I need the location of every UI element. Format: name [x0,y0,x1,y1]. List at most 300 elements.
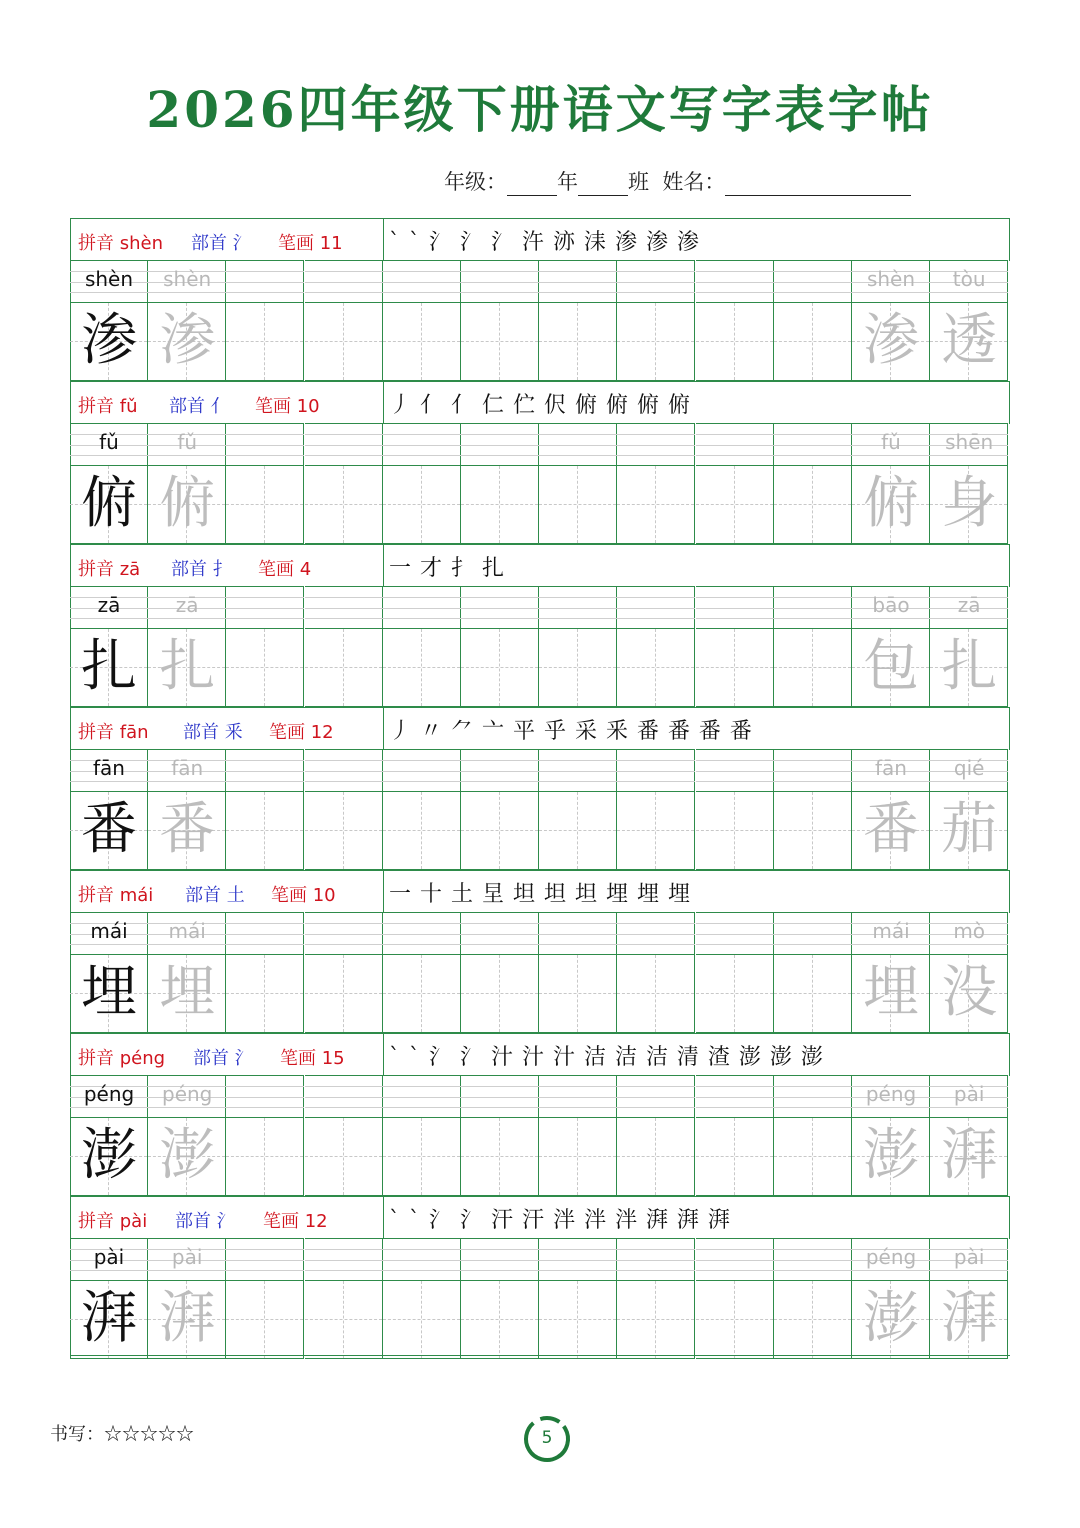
tianzige-box [305,465,383,544]
practice-cell[interactable] [70,586,148,707]
header-divider [383,382,384,424]
practice-cell[interactable] [383,912,461,1033]
pinyin-lines [383,1238,461,1280]
practice-cell[interactable] [774,912,852,1033]
practice-cell[interactable] [383,749,461,870]
word-pinyin: péng [865,1245,917,1269]
practice-cell[interactable] [148,1238,226,1359]
tianzige-box [461,954,539,1033]
grade-blank[interactable] [507,173,557,196]
pinyin-lines [696,749,774,791]
pinyin-lines [774,749,852,791]
tianzige-box [305,1117,383,1196]
stroke-count-label: 笔画 12 [269,722,334,743]
practice-cell[interactable] [461,260,539,381]
pinyin-label: 拼音 mái [78,885,154,906]
practice-cell[interactable] [383,1075,461,1196]
pinyin-lines [774,423,852,465]
practice-cell[interactable] [930,1075,1008,1196]
model-pinyin: fān [93,756,125,780]
trace-character: 埋 [159,960,216,1025]
pinyin-lines [774,1075,852,1117]
practice-cell[interactable] [617,1238,695,1359]
tianzige-box [617,465,695,544]
model-character: 埋 [81,960,137,1025]
trace-pinyin: zā [175,593,199,617]
practice-cell[interactable] [930,260,1008,381]
write-label: 书写： [50,1424,104,1445]
tianzige-box [696,302,774,381]
char-header [70,218,1010,261]
header-divider [383,1034,384,1076]
radical-label: 部首 扌 [171,559,231,580]
radical-label: 部首 氵 [191,233,251,254]
pinyin-lines [617,1075,695,1117]
pinyin-label: 拼音 fǔ [78,396,138,417]
pinyin-lines [617,260,695,302]
radical-label: 部首 氵 [175,1211,235,1232]
practice-cell[interactable] [930,586,1008,707]
char-block [70,218,1010,381]
practice-cell[interactable] [852,912,930,1033]
tianzige-box [305,954,383,1033]
practice-grid [70,1075,1010,1196]
practice-grid [70,586,1010,707]
stroke-count-label: 笔画 11 [278,233,343,254]
practice-cell[interactable] [305,1075,383,1196]
practice-cell[interactable] [305,749,383,870]
pinyin-lines [226,749,304,791]
practice-cell[interactable] [617,586,695,707]
practice-cell[interactable] [852,423,930,544]
char-header [70,544,1010,587]
practice-cell[interactable] [852,1075,930,1196]
stroke-count-label: 笔画 4 [258,559,312,580]
tianzige-box [774,1117,852,1196]
tianzige-box [696,791,774,870]
word-character: 渗 [863,308,919,373]
practice-cell[interactable] [852,586,930,707]
pinyin-lines [617,749,695,791]
pinyin-lines [305,423,383,465]
practice-cell[interactable] [696,1238,774,1359]
pinyin-lines [774,260,852,302]
pinyin-lines [461,260,539,302]
stroke-count-label: 笔画 10 [255,396,320,417]
stroke-count-label: 笔画 15 [280,1048,345,1069]
word-pinyin: péng [865,1082,917,1106]
pinyin-lines [305,1075,383,1117]
radical-label: 部首 土 [185,885,245,906]
practice-cell[interactable] [461,1238,539,1359]
tianzige-box [539,791,617,870]
pinyin-label: 拼音 péng [78,1048,166,1069]
pinyin-lines [383,423,461,465]
char-block [70,1033,1010,1196]
practice-cell[interactable] [539,260,617,381]
practice-grid [70,260,1010,381]
word-pinyin: pài [953,1082,985,1106]
word-pinyin: qié [953,756,985,780]
model-pinyin: péng [83,1082,135,1106]
header-divider [383,545,384,587]
pinyin-lines [305,260,383,302]
word-character: 包 [863,634,919,699]
word-character: 没 [941,960,998,1025]
practice-cell[interactable] [696,912,774,1033]
tianzige-box [774,1280,852,1359]
practice-cell[interactable] [696,586,774,707]
pinyin-lines [696,1238,774,1280]
practice-cell[interactable] [617,423,695,544]
pinyin-lines [383,912,461,954]
practice-cell[interactable] [539,1238,617,1359]
tianzige-box [461,628,539,707]
tianzige-box [774,465,852,544]
pinyin-lines [383,749,461,791]
char-header [70,1033,1010,1076]
practice-cell[interactable] [774,586,852,707]
rating-stars[interactable]: ☆☆☆☆☆ [104,1424,194,1445]
pinyin-lines [383,1075,461,1117]
tianzige-box [383,791,461,870]
pinyin-lines [539,260,617,302]
pinyin-lines [383,260,461,302]
practice-cell[interactable] [930,912,1008,1033]
practice-cell[interactable] [852,749,930,870]
pinyin-lines [539,1238,617,1280]
practice-grid [70,912,1010,1033]
practice-cell[interactable] [148,1075,226,1196]
trace-character: 澎 [159,1123,216,1188]
practice-cell[interactable] [539,749,617,870]
class-label: 班 [628,170,649,194]
writing-rating [50,1420,194,1446]
tianzige-box [383,302,461,381]
year-label: 年 [557,170,578,194]
name-label: 姓名： [662,170,726,194]
word-character: 湃 [941,1123,998,1188]
practice-cell[interactable] [774,423,852,544]
char-block [70,544,1010,707]
practice-cell[interactable] [305,423,383,544]
tianzige-box [539,465,617,544]
practice-cell[interactable] [226,260,304,381]
model-character: 俯 [81,471,137,536]
tianzige-box [383,1117,461,1196]
practice-cell[interactable] [852,260,930,381]
practice-cell[interactable] [539,423,617,544]
tianzige-box [696,954,774,1033]
stroke-order-sequence: 丿 亻 亻 仁 伫 伬 俯 俯 俯 俯 [389,393,691,418]
tianzige-box [461,465,539,544]
practice-cell[interactable] [696,1075,774,1196]
model-character: 湃 [81,1286,137,1351]
practice-grid [70,423,1010,544]
word-pinyin: mò [953,919,986,943]
trace-character: 湃 [159,1286,216,1351]
header-divider [383,871,384,913]
tianzige-box [226,302,304,381]
word-pinyin: pài [953,1245,985,1269]
practice-cell[interactable] [148,423,226,544]
pinyin-lines [539,912,617,954]
page-title: 2026四年级下册语文写字表字帖 [146,80,934,139]
practice-cell[interactable] [226,423,304,544]
tianzige-box [539,1280,617,1359]
tianzige-box [383,465,461,544]
tianzige-box [539,302,617,381]
practice-cell[interactable] [383,586,461,707]
trace-pinyin: fān [171,756,204,780]
pinyin-lines [696,1075,774,1117]
radical-label: 部首 釆 [183,722,243,743]
model-pinyin: fǔ [99,430,119,454]
model-character: 扎 [81,634,137,699]
practice-cell[interactable] [383,423,461,544]
practice-cell[interactable] [383,1238,461,1359]
practice-cell[interactable] [148,586,226,707]
pinyin-lines [383,586,461,628]
word-character: 澎 [863,1286,919,1351]
char-block [70,707,1010,870]
practice-cell[interactable] [70,423,148,544]
stroke-order-sequence: ` ` 氵 氵 汁 汁 汁 洁 洁 洁 清 渣 澎 澎 澎 [389,1045,824,1070]
practice-cell[interactable] [305,586,383,707]
practice-cell[interactable] [774,1238,852,1359]
pinyin-lines [226,912,304,954]
pinyin-lines [774,586,852,628]
practice-cell[interactable] [226,1238,304,1359]
practice-cell[interactable] [774,1075,852,1196]
practice-cell[interactable] [70,1075,148,1196]
char-header [70,1196,1010,1239]
tianzige-box [696,628,774,707]
practice-cell[interactable] [617,912,695,1033]
word-character: 透 [941,308,998,373]
pinyin-lines [539,586,617,628]
model-character: 番 [81,797,137,862]
stroke-order-sequence: ` ` 氵 氵 汗 汗 泮 泮 泮 湃 湃 湃 [389,1208,731,1233]
tianzige-box [226,791,304,870]
tianzige-box [617,954,695,1033]
tianzige-box [617,1280,695,1359]
tianzige-box [539,954,617,1033]
tianzige-box [305,302,383,381]
practice-cell[interactable] [461,749,539,870]
practice-grid [70,1238,1010,1359]
pinyin-label: 拼音 fān [78,722,149,743]
pinyin-lines [617,423,695,465]
tianzige-box [305,1280,383,1359]
tianzige-box [617,791,695,870]
pinyin-lines [461,749,539,791]
pinyin-lines [696,912,774,954]
tianzige-box [383,628,461,707]
practice-cell[interactable] [539,912,617,1033]
class-blank[interactable] [578,173,628,196]
char-block [70,381,1010,544]
pinyin-lines [461,1075,539,1117]
word-character: 澎 [863,1123,919,1188]
trace-pinyin: mái [168,919,206,943]
trace-pinyin: fǔ [177,430,198,454]
tianzige-box [774,791,852,870]
practice-cell[interactable] [226,1075,304,1196]
practice-grid [70,749,1010,870]
trace-character: 俯 [159,471,216,536]
char-block [70,1196,1010,1359]
word-character: 扎 [941,634,998,699]
tianzige-box [696,1117,774,1196]
word-character: 湃 [941,1286,998,1351]
student-info [444,166,911,196]
tianzige-box [461,1117,539,1196]
practice-cell[interactable] [461,586,539,707]
trace-pinyin: pài [171,1245,203,1269]
page-number: 5 [541,1428,553,1448]
tianzige-box [305,791,383,870]
pinyin-label: 拼音 pài [78,1211,148,1232]
practice-cell[interactable] [305,912,383,1033]
practice-cell[interactable] [461,423,539,544]
radical-label: 部首 氵 [193,1048,253,1069]
model-character: 渗 [81,308,137,373]
word-character: 番 [863,797,919,862]
pinyin-lines [774,912,852,954]
pinyin-lines [305,749,383,791]
practice-cell[interactable] [461,1075,539,1196]
tianzige-box [774,628,852,707]
tianzige-box [774,954,852,1033]
practice-cell[interactable] [226,912,304,1033]
practice-cell[interactable] [148,749,226,870]
pinyin-lines [305,912,383,954]
word-character: 埋 [863,960,919,1025]
word-pinyin: mái [872,919,910,943]
tianzige-box [305,628,383,707]
radical-label: 部首 亻 [169,396,229,417]
tianzige-box [461,791,539,870]
model-character: 澎 [81,1123,137,1188]
pinyin-lines [226,1075,304,1117]
practice-cell[interactable] [305,260,383,381]
stroke-count-label: 笔画 12 [263,1211,328,1232]
trace-pinyin: shèn [163,267,212,291]
grade-label: 年级： [444,170,507,194]
pinyin-lines [617,912,695,954]
tianzige-box [696,1280,774,1359]
practice-cell[interactable] [70,260,148,381]
practice-cell[interactable] [305,1238,383,1359]
trace-character: 番 [159,797,216,862]
practice-cell[interactable] [461,912,539,1033]
pinyin-lines [617,586,695,628]
practice-cell[interactable] [539,586,617,707]
tianzige-box [226,1117,304,1196]
pinyin-lines [539,749,617,791]
practice-cell[interactable] [539,1075,617,1196]
practice-cell[interactable] [226,586,304,707]
practice-cell[interactable] [930,1238,1008,1359]
pinyin-lines [226,586,304,628]
pinyin-lines [617,1238,695,1280]
tianzige-box [696,465,774,544]
practice-cell[interactable] [383,260,461,381]
practice-cell[interactable] [617,1075,695,1196]
word-pinyin: fān [875,756,907,780]
practice-cell[interactable] [226,749,304,870]
stroke-order-sequence: 一 十 土 圼 坦 坦 坦 埋 埋 埋 [389,882,691,907]
model-pinyin: pài [93,1245,125,1269]
word-pinyin: shēn [945,430,994,454]
trace-pinyin: péng [162,1082,213,1106]
practice-cell[interactable] [774,260,852,381]
word-pinyin: fǔ [881,430,901,454]
name-blank[interactable] [725,173,911,196]
char-header [70,707,1010,750]
tianzige-box [617,1117,695,1196]
header-divider [383,219,384,261]
practice-cell[interactable] [930,423,1008,544]
word-character: 身 [941,471,998,536]
pinyin-label: 拼音 shèn [78,233,164,254]
practice-cell[interactable] [148,260,226,381]
tianzige-box [226,954,304,1033]
practice-cell[interactable] [148,912,226,1033]
practice-cell[interactable] [617,749,695,870]
practice-cell[interactable] [70,749,148,870]
tianzige-box [774,302,852,381]
pinyin-lines [226,260,304,302]
sheet-bottom-border [70,1355,1010,1356]
char-header [70,381,1010,424]
trace-character: 渗 [159,308,216,373]
practice-cell[interactable] [70,912,148,1033]
pinyin-lines [461,423,539,465]
pinyin-lines [305,586,383,628]
pinyin-label: 拼音 zā [78,559,141,580]
practice-cell[interactable] [852,1238,930,1359]
practice-cell[interactable] [696,749,774,870]
model-pinyin: mái [90,919,128,943]
practice-cell[interactable] [930,749,1008,870]
tianzige-box [539,628,617,707]
pinyin-lines [539,1075,617,1117]
char-block [70,870,1010,1033]
pinyin-lines [696,423,774,465]
practice-cell[interactable] [696,423,774,544]
practice-cell[interactable] [696,260,774,381]
header-divider [383,1197,384,1239]
stroke-order-sequence: ` ` 氵 氵 氵 汻 洂 洡 渗 渗 渗 [389,230,700,255]
stroke-count-label: 笔画 10 [271,885,336,906]
practice-cell[interactable] [70,1238,148,1359]
word-pinyin: zā [957,593,981,617]
tianzige-box [461,1280,539,1359]
pinyin-lines [226,423,304,465]
pinyin-lines [774,1238,852,1280]
pinyin-lines [539,423,617,465]
pinyin-lines [696,586,774,628]
practice-cell[interactable] [617,260,695,381]
practice-cell[interactable] [774,749,852,870]
tianzige-box [226,465,304,544]
pinyin-lines [461,1238,539,1280]
pinyin-lines [461,586,539,628]
pinyin-lines [696,260,774,302]
word-character: 茄 [941,797,998,862]
